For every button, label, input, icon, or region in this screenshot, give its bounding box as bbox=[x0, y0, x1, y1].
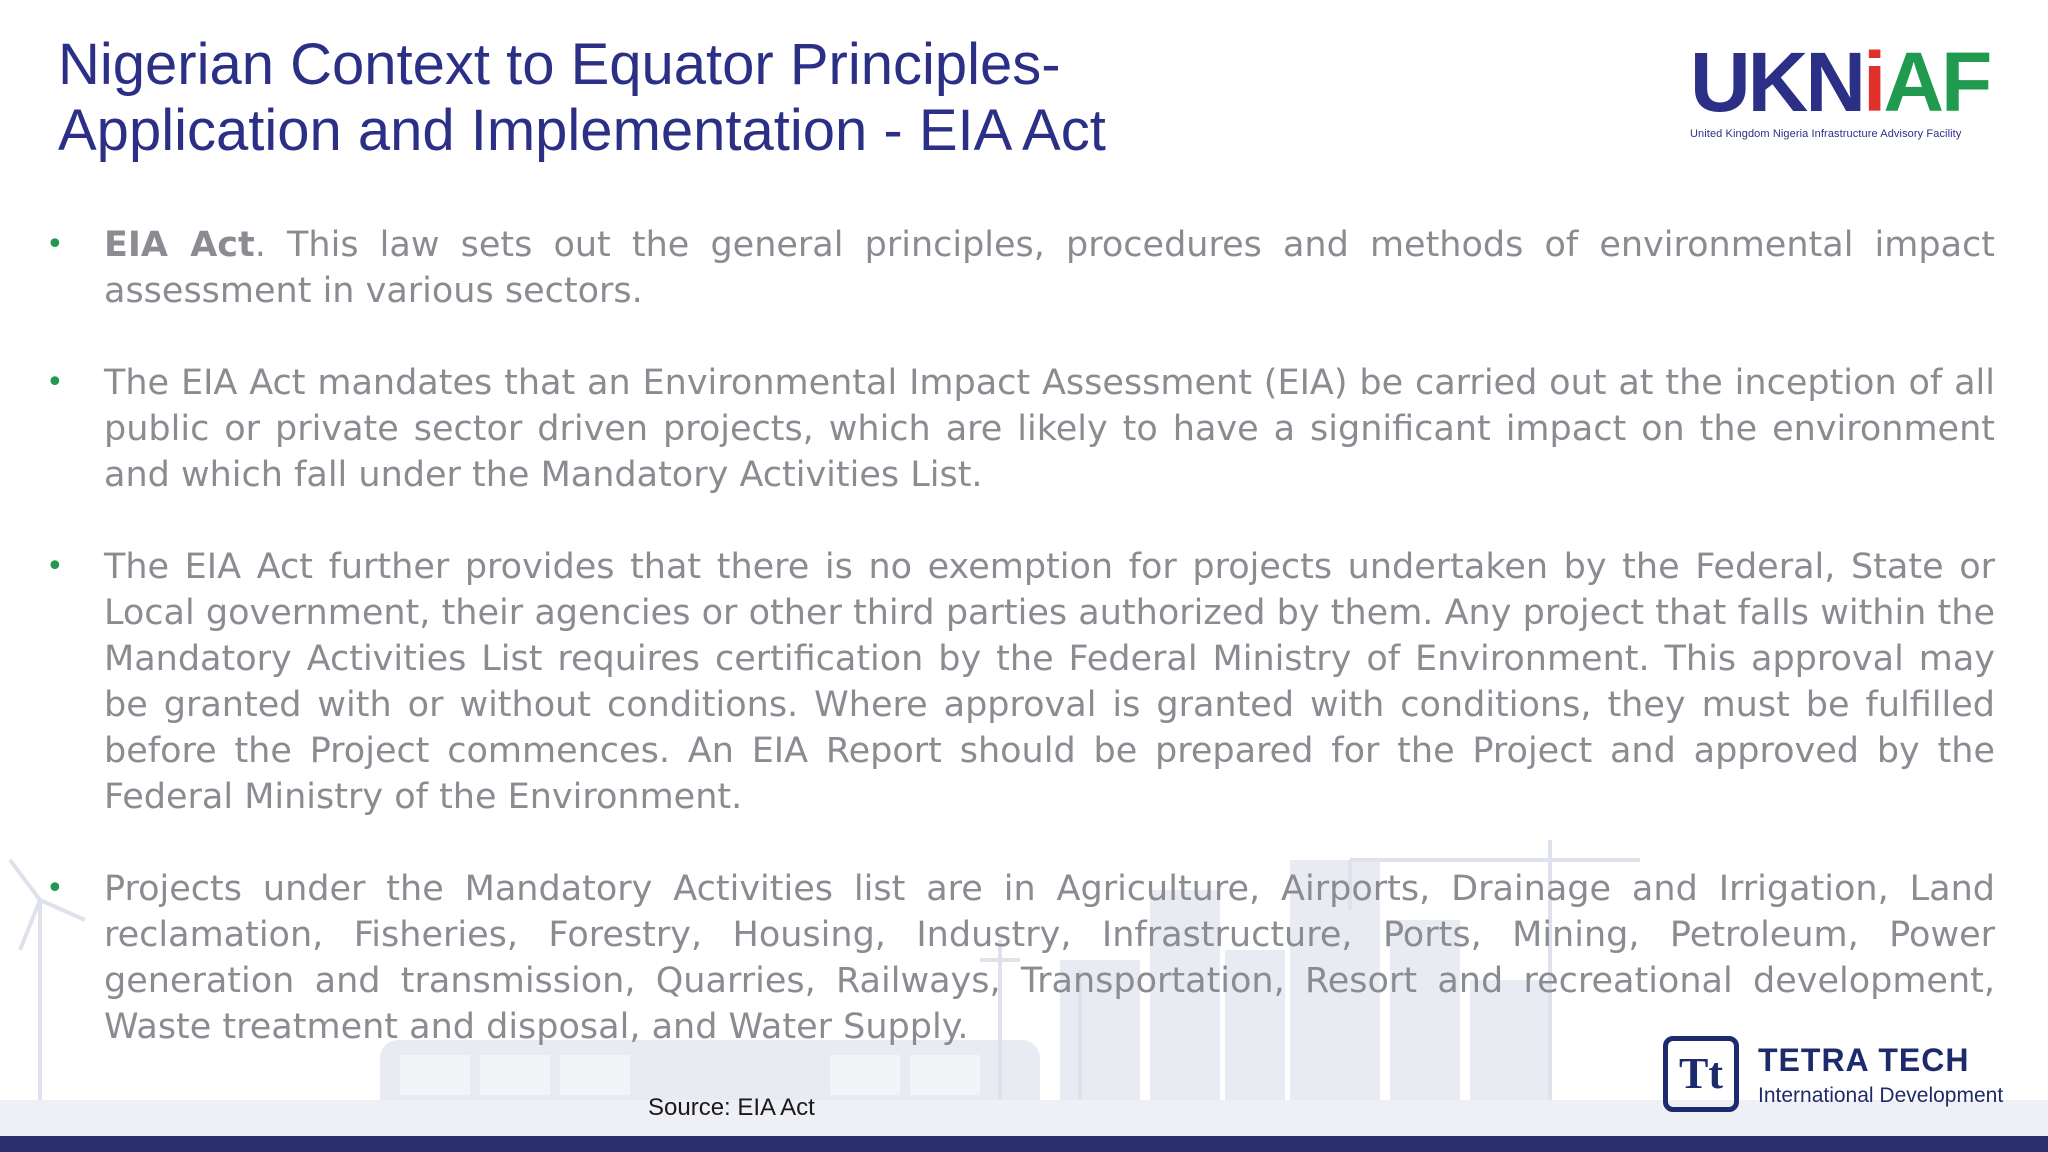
bullet-item-mandate bbox=[40, 360, 1995, 498]
bullet-dot-icon: • bbox=[46, 549, 64, 584]
ukniaf-word-i: i bbox=[1863, 35, 1884, 129]
ukniaf-word-part1: UKN bbox=[1690, 35, 1863, 129]
bullet-dot-icon: • bbox=[46, 227, 64, 262]
title-line-2: Application and Implementation - EIA Act bbox=[58, 98, 1106, 163]
bullet-text: The EIA Act mandates that an Environmental Impact Assessment (EIA) be carried out at the inception of all public or private sector driven projects, which are likely to have a significant impact on the environment and which fall under the Mandatory Activities List. bbox=[104, 363, 1995, 495]
ukniaf-word-part2: AF bbox=[1883, 35, 1990, 129]
footer-bar bbox=[0, 1136, 2048, 1152]
bullet-lead: EIA Act bbox=[104, 225, 255, 265]
bullet-item-no-exemption bbox=[40, 544, 1995, 820]
bullet-item-eia-act bbox=[40, 222, 1995, 314]
title-line-1: Nigerian Context to Equator Principles- bbox=[58, 32, 1061, 97]
bullet-item-mandatory-activities bbox=[40, 866, 1995, 1050]
tetra-tech-subtitle: International Development bbox=[1758, 1084, 2004, 1107]
tetra-tech-logo bbox=[1663, 1036, 2023, 1122]
ukniaf-tagline: United Kingdom Nigeria Infrastructure Advisory Facility bbox=[1690, 128, 1962, 140]
bullet-text: Projects under the Mandatory Activities list are in Agriculture, Airports, Drainage and Irrigation, Land reclamation, Fisheries, Forestry, Housing, Industry, Infrastructure, Ports, Mining, Petroleum, Power generation and transmission, Quarries, Railways, Transportation, Resort and recreational development, Waste treatment and disposal, and Water Supply. bbox=[104, 869, 1995, 1047]
bullet-text: The EIA Act further provides that there is no exemption for projects undertaken by the Federal, State or Local government, their agencies or other third parties authorized by them. Any project that falls within the Mandatory Activities List requires certification by the Federal Ministry of Environment. This approval may be granted with or without conditions. Where approval is granted with conditions, they must be fulfilled before the Project commences. An EIA Report should be prepared for the Project and approved by the Federal Ministry of the Environment. bbox=[104, 547, 1995, 817]
ukniaf-logo bbox=[1690, 35, 1990, 140]
bullet-list bbox=[40, 222, 1995, 1096]
ukniaf-wordmark bbox=[1690, 35, 1990, 129]
page-title bbox=[58, 32, 1458, 164]
tetra-tech-name: TETRA TECH bbox=[1758, 1042, 1970, 1078]
bullet-dot-icon: • bbox=[46, 365, 64, 400]
bullet-dot-icon: • bbox=[46, 871, 64, 906]
tetra-tech-badge-icon: Tt bbox=[1663, 1036, 1739, 1112]
source-note: Source: EIA Act bbox=[648, 1094, 815, 1121]
bullet-text: . This law sets out the general principles, procedures and methods of environmental impact assessment in various sectors. bbox=[104, 225, 1995, 311]
